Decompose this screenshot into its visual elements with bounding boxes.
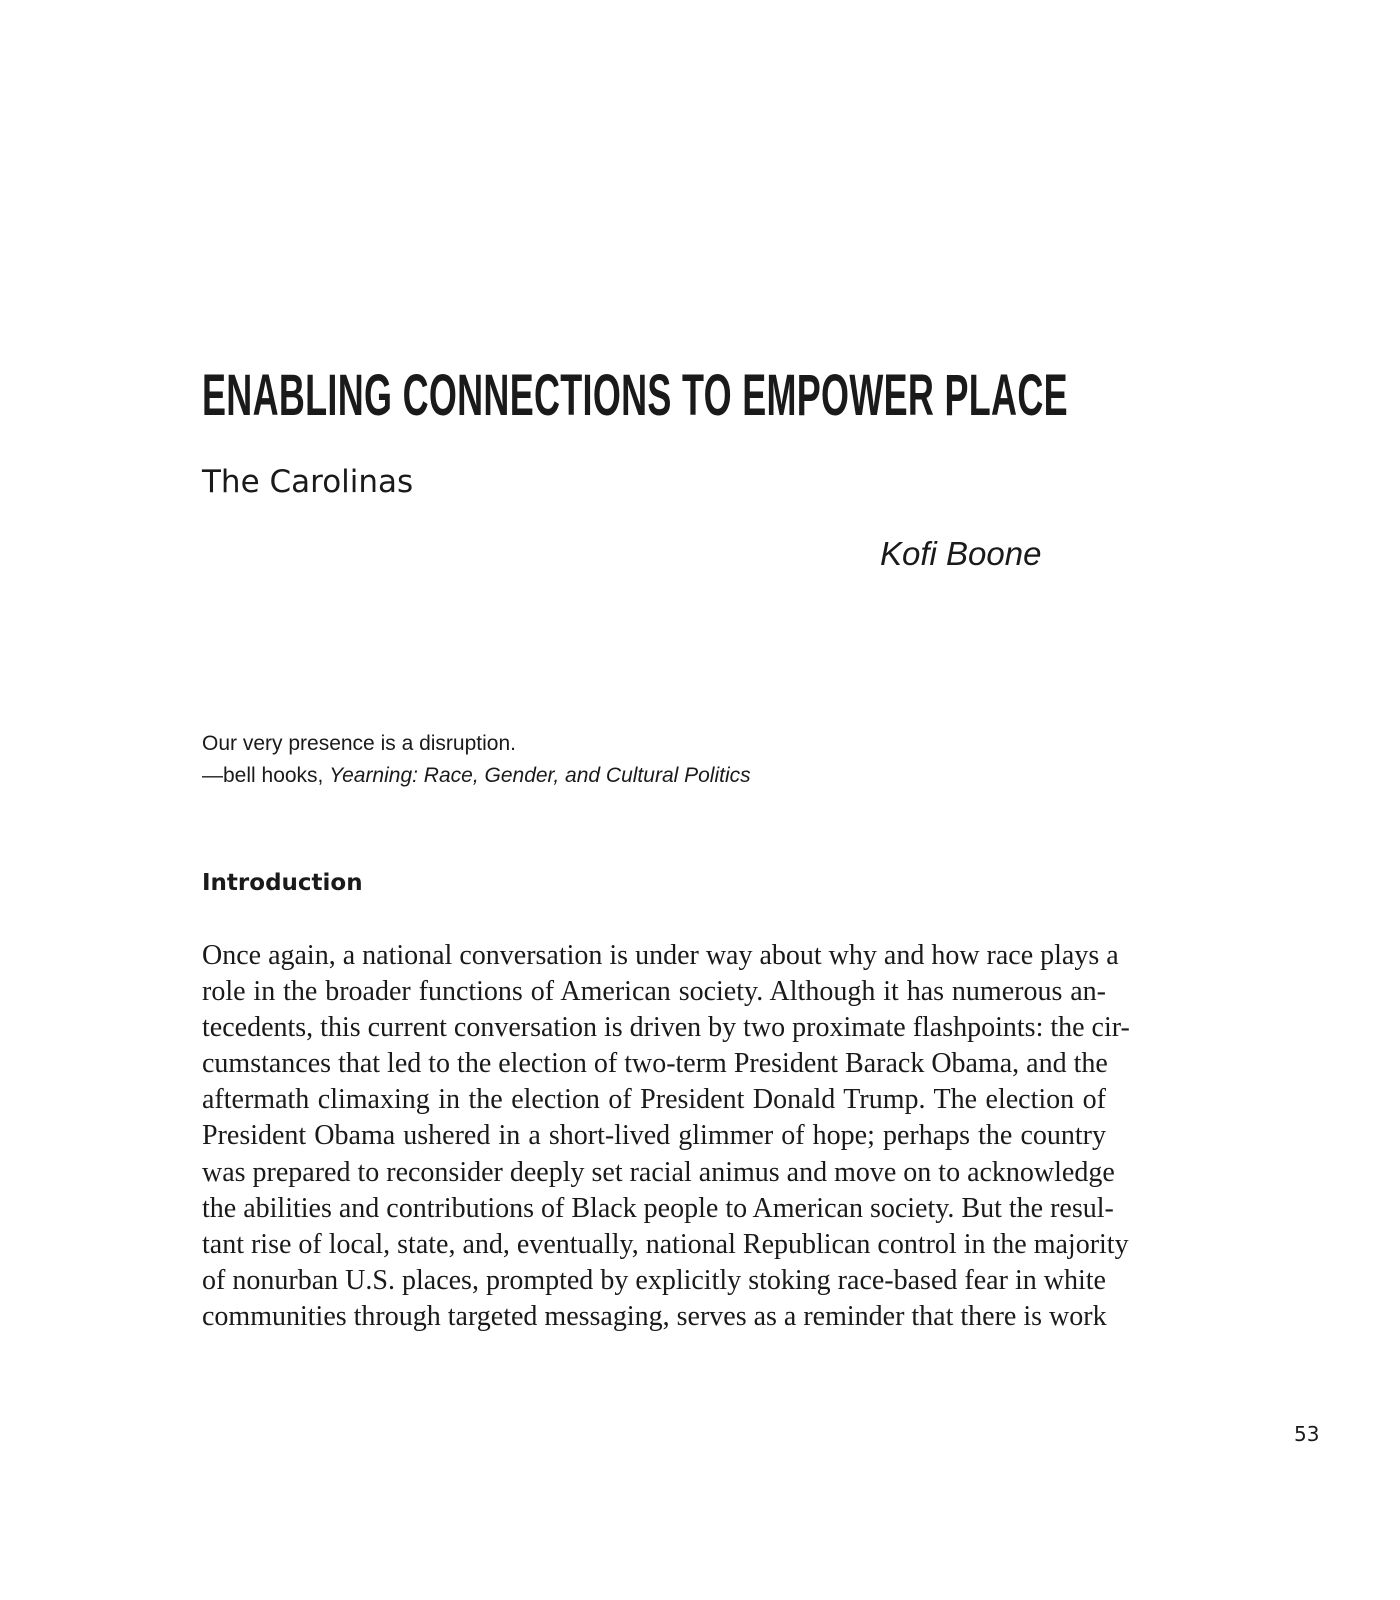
body-line: the abilities and contributions of Black people to American society. But the resul-: [202, 1192, 1114, 1224]
epigraph-quote: Our very presence is a disruption.: [202, 732, 516, 755]
body-line: was prepared to reconsider deeply set racial animus and move on to acknowledge: [202, 1156, 1115, 1188]
body-line: President Obama ushered in a short-lived glimmer of hope; perhaps the country: [202, 1120, 1106, 1152]
body-line: tant rise of local, state, and, eventually, national Republican control in the majority: [202, 1228, 1129, 1260]
epigraph-attribution-author: —bell hooks,: [202, 764, 330, 787]
chapter-author: Kofi Boone: [880, 535, 1042, 572]
epigraph-attribution: [202, 760, 902, 792]
chapter-title: ENABLING CONNECTIONS TO EMPOWER PLACE: [202, 363, 1068, 428]
body-line: of nonurban U.S. places, prompted by explicitly stoking race-based fear in white: [202, 1264, 1106, 1296]
body-line: communities through targeted messaging, serves as a reminder that there is work: [202, 1300, 1107, 1332]
body-paragraph: [202, 938, 1130, 1335]
body-line: tecedents, this current conversation is driven by two proximate flashpoints: the cir-: [202, 1012, 1130, 1044]
epigraph: [202, 728, 902, 792]
body-line: aftermath climaxing in the election of President Donald Trump. The election of: [202, 1084, 1106, 1116]
epigraph-source-title: Yearning: Race, Gender, and Cultural Politics: [329, 764, 751, 787]
body-line: cumstances that led to the election of two-term President Barack Obama, and the: [202, 1048, 1108, 1080]
page-number: 53: [1294, 1422, 1320, 1446]
section-heading-introduction: Introduction: [202, 870, 363, 896]
body-line: Once again, a national conversation is under way about why and how race plays a: [202, 940, 1119, 971]
body-line: role in the broader functions of American society. Although it has numerous an-: [202, 976, 1106, 1008]
chapter-subtitle: The Carolinas: [202, 464, 414, 500]
